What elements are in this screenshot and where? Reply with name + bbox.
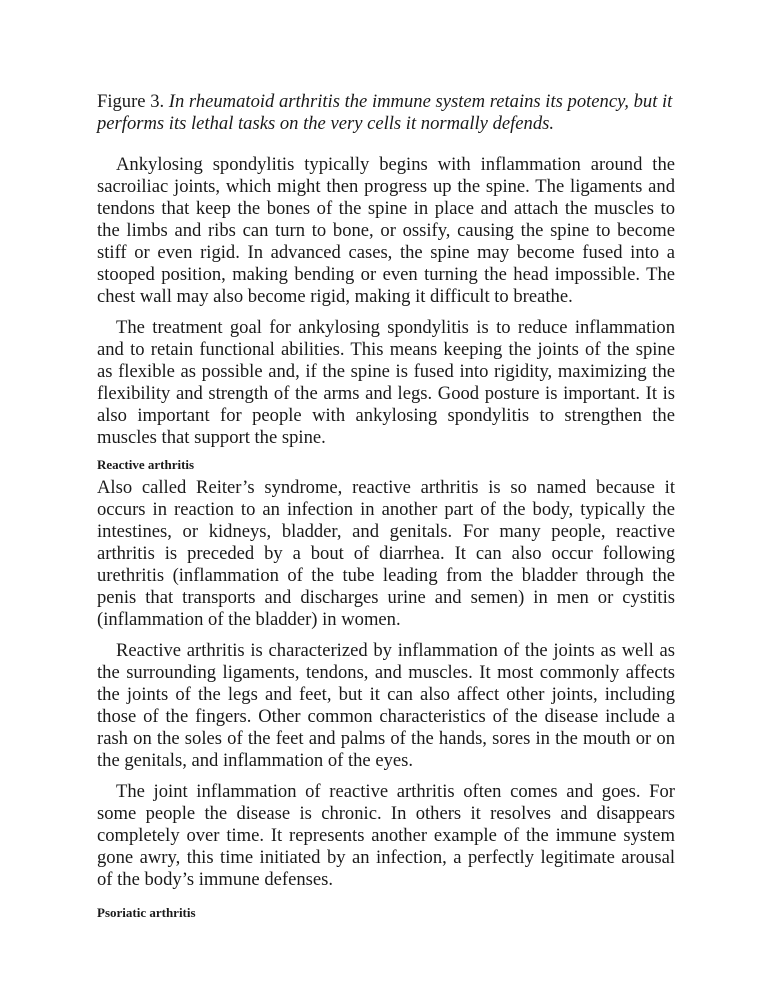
paragraph: Reactive arthritis is characterized by inflammation of the joints as well as the surrounding ligaments, tendons, and muscles. It most commonly affects the joints of the legs and feet, but it can also affect other joints, including those of the fingers. Other common characteristics of the disease include a rash on the soles of the feet and palms of the hands, sores in the mouth or on the genitals, and inflammation of the eyes. (97, 640, 675, 771)
figure-caption-text: In rheumatoid arthritis the immune system retains its potency, but it performs its lethal tasks on the very cells it normally defends (97, 91, 673, 134)
paragraph: Also called Reiter’s syndrome, reactive arthritis is so named because it occurs in reaction to an infection in another part of the body, typically the intestines, or kidneys, bladder, and genitals. For many people, reactive arthritis is preceded by a bout of diarrhea. It can also occur following urethritis (inflammation of the tube leading from the bladder through the penis that transports and discharges urine and semen) in men or cystitis (inflammation of the bladder) in women. (97, 477, 675, 630)
paragraph: Ankylosing spondylitis typically begins with inflammation around the sacroiliac joints, which might then progress up the spine. The ligaments and tendons that keep the bones of the spine in place and attach the muscles to the limbs and ribs can turn to bone, or ossify, causing the spine to become stiff or even rigid. In advanced cases, the spine may become fused into a stooped position, making bending or even turning the head impossible. The chest wall may also become rigid, making it difficult to breathe. (97, 154, 675, 307)
paragraph: The joint inflammation of reactive arthritis often comes and goes. For some people the disease is chronic. In others it resolves and disappears completely over time. It represents another example of the immune system gone awry, this time initiated by an infection, a perfectly legitimate arousal of the body’s immune defenses. (97, 781, 675, 890)
figure-label: Figure 3. (97, 91, 165, 112)
section-heading-reactive-arthritis: Reactive arthritis (97, 457, 195, 472)
figure-caption (97, 91, 675, 135)
section-heading-psoriatic-arthritis: Psoriatic arthritis (97, 905, 196, 920)
document-page (97, 91, 675, 925)
caption-period: . (549, 113, 555, 134)
paragraph: The treatment goal for ankylosing spondylitis is to reduce inflammation and to retain functional abilities. This means keeping the joints of the spine as flexible as possible and, if the spine is fused into rigidity, maximizing the flexibility and strength of the arms and legs. Good posture is important. It is also important for people with ankylosing spondylitis to strengthen the muscles that support the spine. (97, 317, 675, 448)
